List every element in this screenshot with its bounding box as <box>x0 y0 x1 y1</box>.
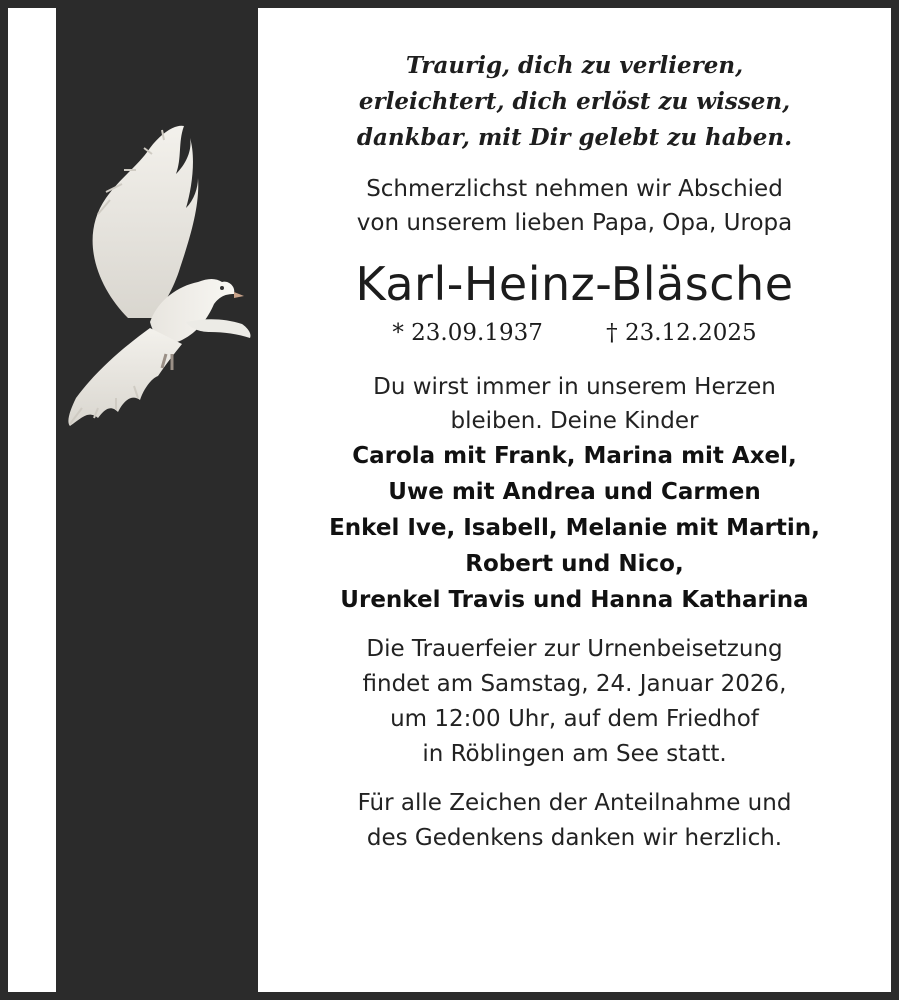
family-line: Urenkel Travis und Hanna Katharina <box>340 587 809 613</box>
family-line: Robert und Nico, <box>465 551 684 577</box>
family-line: Uwe mit Andrea und Carmen <box>388 479 761 505</box>
ceremony-line: findet am Samstag, 24. Januar 2026, <box>362 671 787 697</box>
life-dates <box>258 314 891 350</box>
family-line: Enkel Ive, Isabell, Melanie mit Martin, <box>329 515 820 541</box>
ceremony-info <box>258 618 891 772</box>
verse-line: Traurig, dich zu verlieren, <box>405 52 744 79</box>
birth-date: * 23.09.1937 <box>392 320 543 346</box>
remembrance-line: bleiben. Deine Kinder <box>450 408 699 434</box>
intro-line: von unserem lieben Papa, Opa, Uropa <box>356 210 793 236</box>
ceremony-line: Die Trauerfeier zur Urnenbeisetzung <box>366 636 783 662</box>
notice-content <box>258 8 891 992</box>
ceremony-line: um 12:00 Uhr, auf dem Friedhof <box>390 706 759 732</box>
remembrance-text <box>258 350 891 438</box>
death-date: † 23.12.2025 <box>606 320 757 346</box>
ceremony-line: in Röblingen am See statt. <box>422 741 727 767</box>
farewell-intro <box>258 156 891 240</box>
family-line: Carola mit Frank, Marina mit Axel, <box>352 443 797 469</box>
intro-line: Schmerzlichst nehmen wir Abschied <box>366 176 783 202</box>
left-margin-strip <box>8 8 56 992</box>
thanks-text <box>258 772 891 856</box>
thanks-line: Für alle Zeichen der Anteilnahme und <box>357 790 792 816</box>
family-names <box>258 438 891 618</box>
verse-line: dankbar, mit Dir gelebt zu haben. <box>356 124 793 151</box>
memorial-verse <box>258 8 891 156</box>
remembrance-line: Du wirst immer in unserem Herzen <box>373 374 776 400</box>
deceased-name: Karl-Heinz-Bläsche <box>355 257 794 311</box>
dove-icon <box>58 118 256 436</box>
verse-line: erleichtert, dich erlöst zu wissen, <box>358 88 791 115</box>
thanks-line: des Gedenkens danken wir herzlich. <box>366 825 783 851</box>
